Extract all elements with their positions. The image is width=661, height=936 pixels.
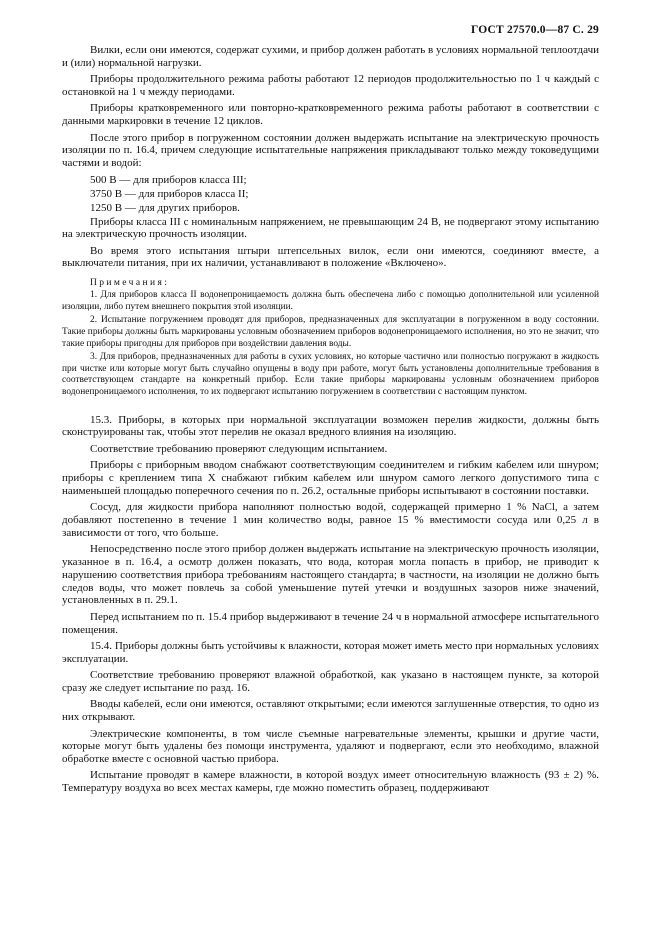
note-item: 2. Испытание погружением проводят для приборов, предназначенных для эксплуатации в погруженном в воду состоянии. Такие приборы должны быть маркированы условным обозначением приборов водонепроницаемого исполнения, но это не значит, что такие приборы пригодны для приборов при воздействии давления воды. xyxy=(62,315,599,349)
paragraph: Приборы класса III с номинальным напряжением, не превышающим 24 В, не подвергают этому испытанию на электрическую прочность изоляции. xyxy=(62,215,599,241)
paragraph: Соответствие требованию проверяют влажной обработкой, как указано в настоящем пункте, за которой сразу же следует испытание по разд. 16. xyxy=(62,669,599,694)
voltage-item: 500 В — для приборов класса III; xyxy=(90,173,247,186)
section-gap xyxy=(62,401,599,414)
paragraph: Соответствие требованию проверяют следующим испытанием. xyxy=(90,442,388,455)
paragraph: После этого прибор в погруженном состоянии должен выдержать испытание на электрическую прочность изоляции по п. 16.4, причем следующие испытательные напряжения прикладывают только между токоведущими частями и водой: xyxy=(62,131,599,170)
paragraph: Непосредственно после этого прибор должен выдержать испытание на электрическую прочность изоляции, указанное в п. 16.4, а осмотр должен показать, что вода, которая могла попасть в прибор, не приводит к нарушению соответствия прибора требованиям настоящего стандарта; в частности, на изоляции не должно быть следов воды, что может повлечь за собой уменьшение путей утечки и воздушных зазоров ниже значений, установленных в п. 29.1. xyxy=(62,543,599,607)
voltage-item: 3750 В — для приборов класса II; xyxy=(90,187,249,200)
paragraph: Приборы продолжительного режима работы работают 12 периодов продолжительностью по 1 ч каждый с остановкой на 1 ч между периодами. xyxy=(62,73,599,98)
paragraph: Перед испытанием по п. 15.4 прибор выдерживают в течение 24 ч в нормальной атмосфере испытательного помещения. xyxy=(62,610,599,636)
paragraph: Испытание проводят в камере влажности, в которой воздух имеет относительную влажность (93 ± 2) %. Температуру воздуха во всех местах камеры, где можно поместить образец, поддерживают xyxy=(62,769,599,795)
voltage-item: 1250 В — для других приборов. xyxy=(90,201,240,214)
note-item: 3. Для приборов, предназначенных для работы в сухих условиях, но которые частично или полностью погружают в жидкость при чистке или которые могут быть случайно опущены в воду при работе, могут быть установлены дополнительные требования в соответствующем стандарте на конкретный прибор. Если такие приборы маркированы условным обозначением приборов водонепроницаемого исполнения, то их подвергают испытанию погружением в соответствии с настоящим пунктом. xyxy=(62,352,599,398)
paragraph: Вводы кабелей, если они имеются, оставляют открытыми; если имеются заглушенные отверстия, то одно из них открывают. xyxy=(62,698,599,724)
paragraph: Сосуд, для жидкости прибора наполняют полностью водой, содержащей примерно 1 % NaCl, а затем добавляют постепенно в течение 1 мин количество воды, равное 15 % вместимости сосуда или 0,25 л в зависимости от того, что больше. xyxy=(62,501,599,539)
paragraph: Приборы с приборным вводом снабжают соответствующим соединителем и гибким кабелем или шнуром; приборы с креплением типа Х снабжают гибким кабелем или шнуром самого легкого допустимого типа с наименьшей площадью поперечного сечения по п. 26.2, остальные приборы испытывают в состоянии поставки. xyxy=(62,459,599,497)
paragraph: 15.4. Приборы должны быть устойчивы к влажности, которая может иметь место при нормальных условиях эксплуатации. xyxy=(62,639,599,665)
notes-title: Примечания: xyxy=(90,278,170,289)
paragraph: Вилки, если они имеются, содержат сухими, и прибор должен работать в условиях нормальной теплоотдачи и (или) нормальной нагрузки. xyxy=(62,44,599,69)
document-body xyxy=(62,44,599,799)
note-item: 1. Для приборов класса II водонепроницаемость должна быть обеспечена либо с помощью дополнительной или усиленной изоляции, либо путем внешнего покрытия этой изоляции. xyxy=(62,290,599,312)
page-header: ГОСТ 27570.0—87 С. 29 xyxy=(471,24,599,36)
paragraph: Приборы кратковременного или повторно-кратковременного режима работы работают в соответствии с данными маркировки в течение 12 циклов. xyxy=(62,102,599,128)
paragraph: Во время этого испытания штыри штепсельных вилок, если они имеются, соединяют вместе, а выключатели питания, при их наличии, устанавливают в положение «Включено». xyxy=(62,244,599,270)
paragraph: Электрические компоненты, в том числе съемные нагревательные элементы, крышки и другие части, которые могут быть удалены без помощи инструмента, удаляют и подвергают, если это необходимо, влажной обработке вместе с основной частью прибора. xyxy=(62,727,599,766)
paragraph: 15.3. Приборы, в которых при нормальной эксплуатации возможен перелив жидкости, должны быть сконструированы так, чтобы этот перелив не оказал вредного влияния на изоляцию. xyxy=(62,413,599,439)
